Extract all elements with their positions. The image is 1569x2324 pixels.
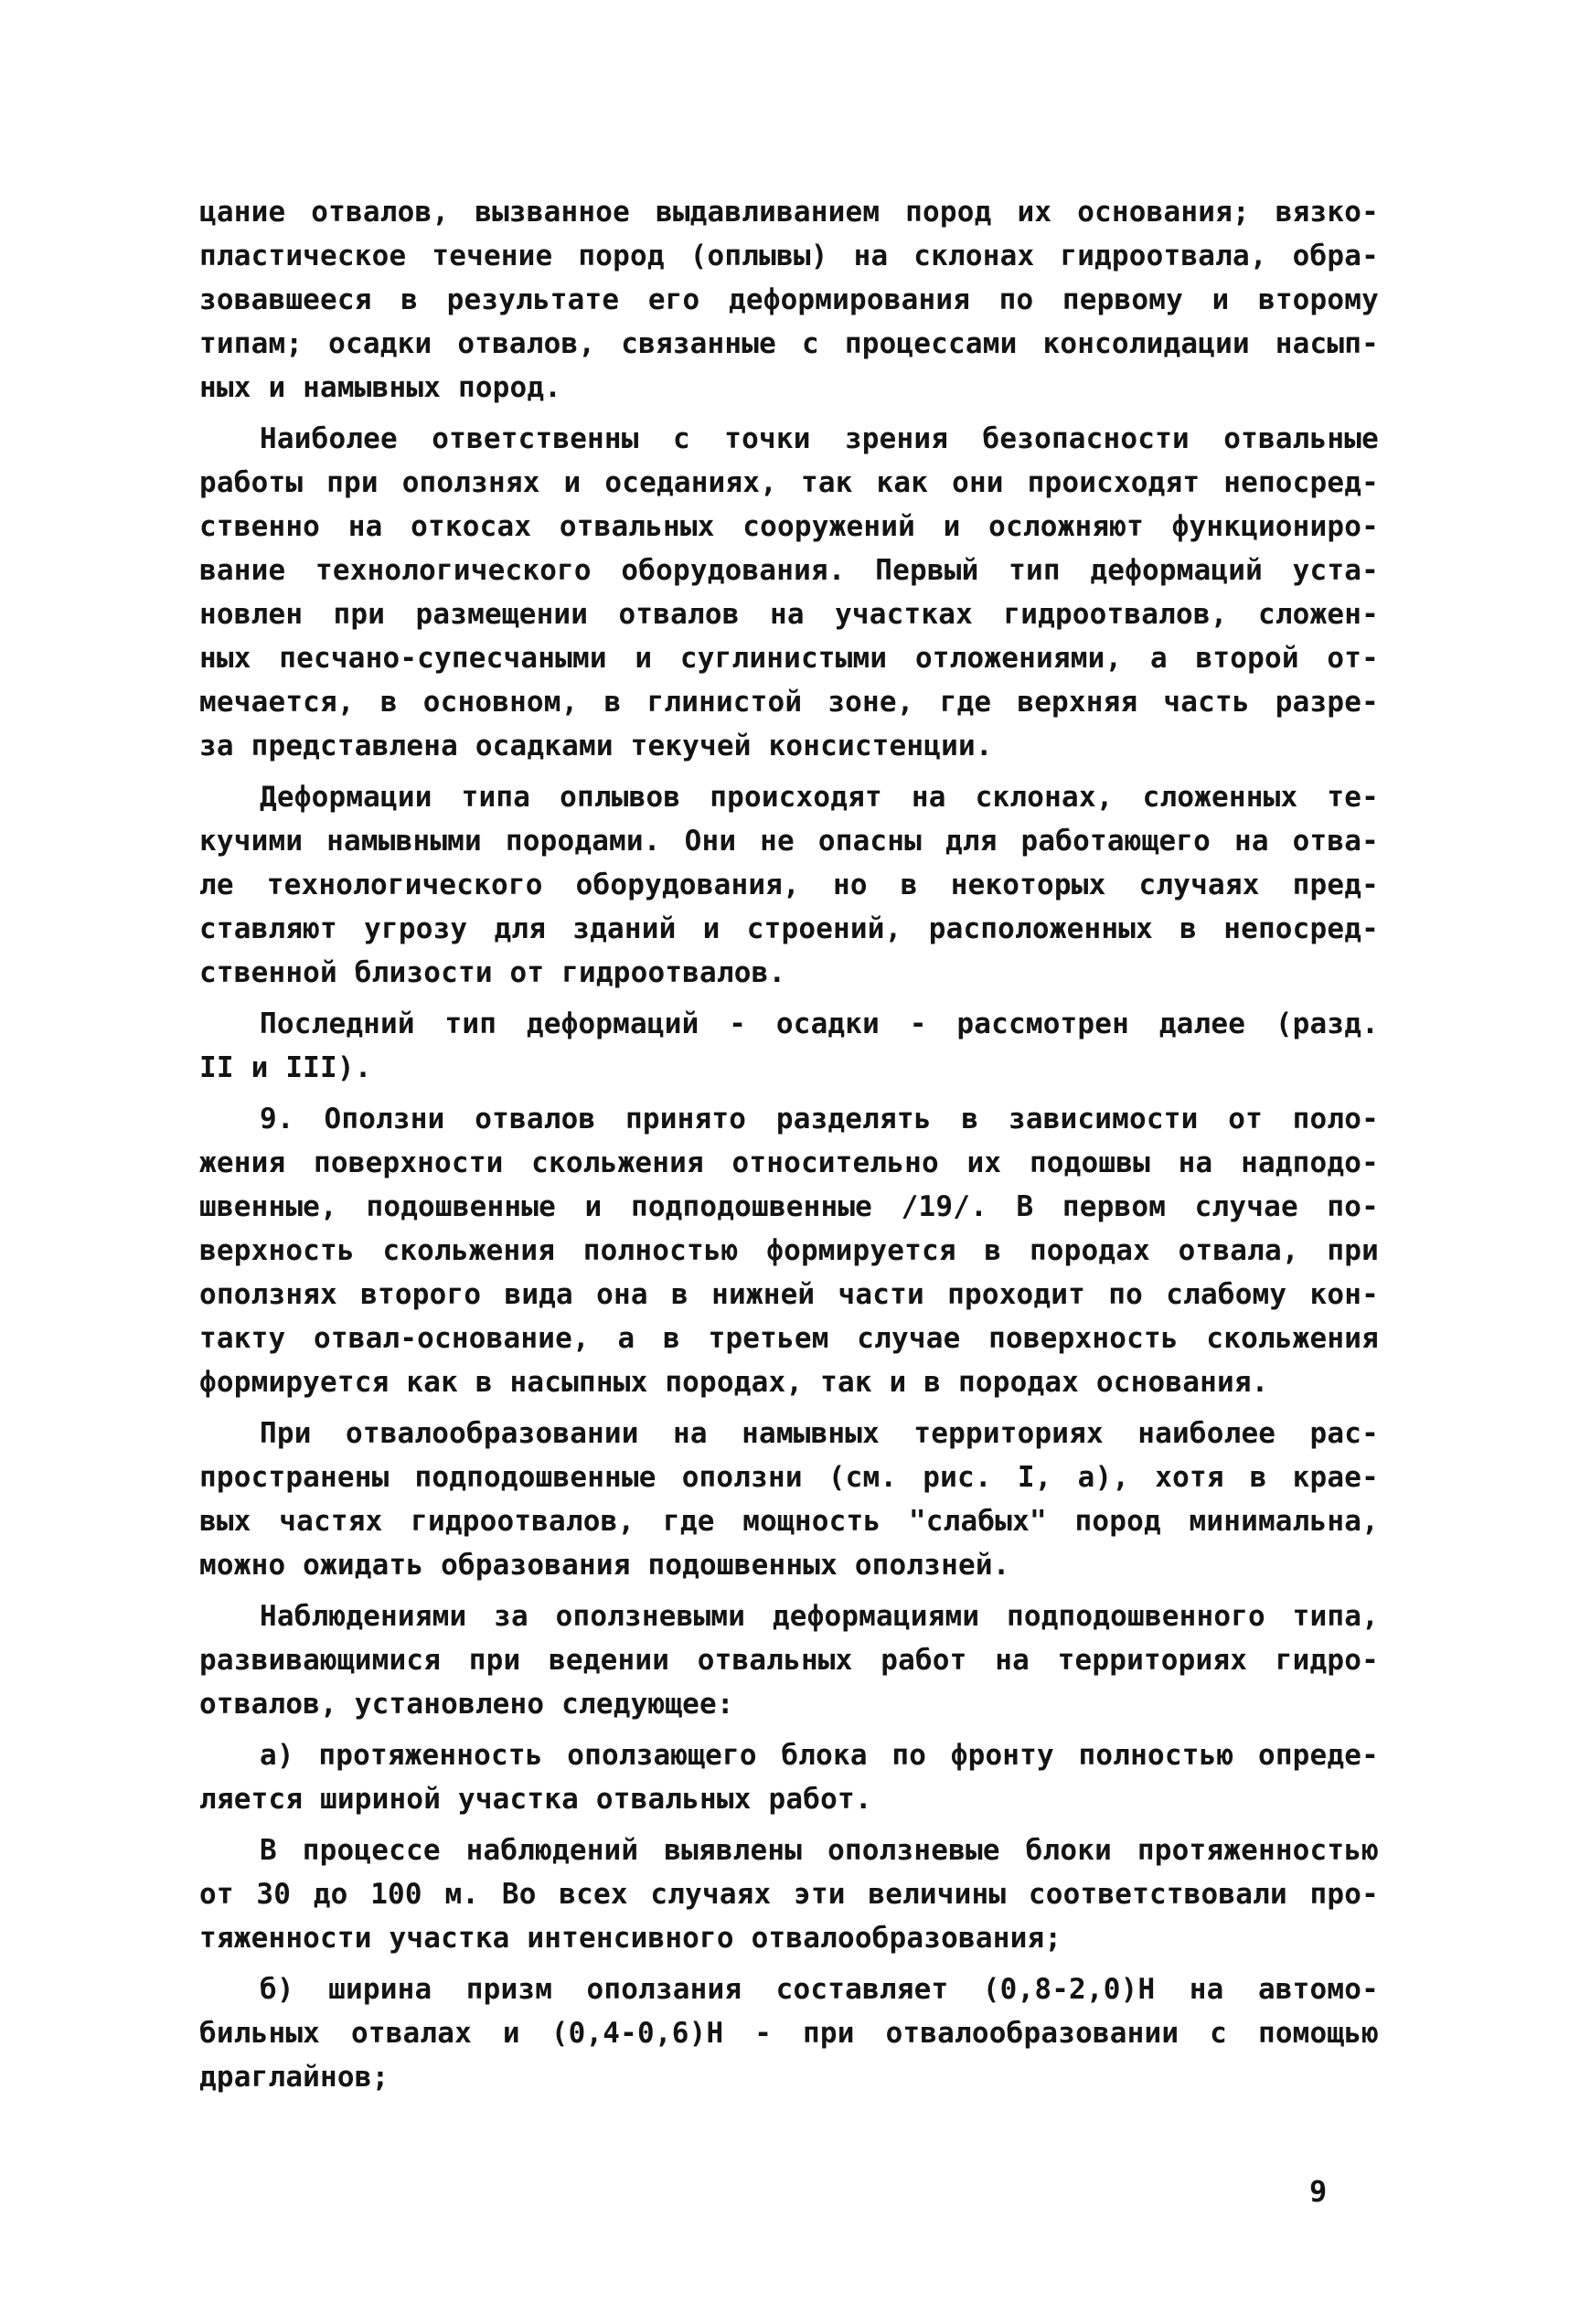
text-line: ле технологического оборудования, но в некоторых случаях пред- <box>199 869 1379 901</box>
text-line: пластическое течение пород (оплывы) на склонах гидроотвала, обра- <box>199 240 1379 272</box>
text-line: от 30 до 100 м. Во всех случаях эти величины соответствовали про- <box>199 1878 1379 1911</box>
paragraph <box>199 1967 1379 2099</box>
text-line: развивающимися при ведении отвальных работ на территориях гидро- <box>199 1644 1379 1677</box>
text-line: В процессе наблюдений выявлены оползневые блоки протяженностью <box>260 1834 1379 1867</box>
text-line: Последний тип деформаций - осадки - рассмотрен далее (разд. <box>260 1007 1379 1040</box>
text-line: вых частях гидроотвалов, где мощность "слабых" пород минимальна, <box>199 1505 1379 1538</box>
paragraph <box>199 190 1379 410</box>
text-line: пространены подподошвенные оползни (см. рис. I, а), хотя в крае- <box>199 1461 1379 1494</box>
text-line: оползнях второго вида она в нижней части проходит по слабому кон- <box>199 1278 1379 1311</box>
text-line: можно ожидать образования подошвенных оползней. <box>199 1549 1010 1582</box>
text-line: зовавшееся в результате его деформирования по первому и второму <box>199 283 1379 316</box>
paragraph <box>199 775 1379 995</box>
text-line: типам; осадки отвалов, связанные с процессами консолидации насып- <box>199 327 1379 360</box>
text-line: бильных отвалах и (0,4-0,6)Н - при отвалообразовании с помощью <box>199 2017 1379 2050</box>
text-line: Деформации типа оплывов происходят на склонах, сложенных те- <box>260 781 1379 814</box>
text-line: формируется как в насыпных породах, так и в породах основания. <box>199 1366 1269 1399</box>
text-line: вание технологического оборудования. Первый тип деформаций уста- <box>199 554 1379 587</box>
text-line: ных песчано-супесчаными и суглинистыми отложениями, а второй от- <box>199 642 1379 675</box>
text-line: кучими намывными породами. Они не опасны для работающего на отва- <box>199 825 1379 858</box>
page-number: 9 <box>1309 2174 1328 2209</box>
body-text <box>199 190 1379 2106</box>
text-line: б) ширина призм оползания составляет (0,8-2,0)Н на автомо- <box>260 1973 1379 2006</box>
text-line: швенные, подошвенные и подподошвенные /19/. В первом случае по- <box>199 1190 1379 1223</box>
text-line: отвалов, установлено следующее: <box>199 1688 734 1721</box>
text-line: Наиболее ответственны с точки зрения безопасности отвальные <box>260 422 1379 455</box>
text-line: ственной близости от гидроотвалов. <box>199 956 786 989</box>
text-line: II и III). <box>199 1051 372 1084</box>
text-line: мечается, в основном, в глинистой зоне, где верхняя часть разре- <box>199 686 1379 719</box>
text-line: работы при оползнях и оседаниях, так как они происходят непосред- <box>199 466 1379 499</box>
text-line: ляется шириной участка отвальных работ. <box>199 1783 872 1816</box>
paragraph <box>199 1828 1379 1960</box>
text-line: новлен при размещении отвалов на участках гидроотвалов, сложен- <box>199 598 1379 631</box>
text-line: а) протяженность оползающего блока по фронту полностью опреде- <box>260 1739 1379 1772</box>
text-line: верхность скольжения полностью формируется в породах отвала, при <box>199 1234 1379 1267</box>
text-line: жения поверхности скольжения относительно их подошвы на надподо- <box>199 1146 1379 1179</box>
paragraph <box>199 1594 1379 1726</box>
text-line: ственно на откосах отвальных сооружений и осложняют функциониро- <box>199 510 1379 543</box>
text-line: такту отвал-основание, а в третьем случае поверхность скольжения <box>199 1322 1379 1355</box>
text-line: ных и намывных пород. <box>199 371 562 404</box>
text-line: Наблюдениями за оползневыми деформациями подподошвенного типа, <box>260 1600 1379 1633</box>
paragraph <box>199 1002 1379 1090</box>
text-line: ставляют угрозу для зданий и строений, расположенных в непосред- <box>199 912 1379 945</box>
text-line: тяженности участка интенсивного отвалообразования; <box>199 1922 1062 1955</box>
paragraph <box>199 1412 1379 1587</box>
text-line: 9. Оползни отвалов принято разделять в зависимости от поло- <box>260 1103 1379 1135</box>
paragraph <box>199 417 1379 768</box>
paragraph <box>199 1733 1379 1821</box>
text-line: драглайнов; <box>199 2061 390 2094</box>
text-line: При отвалообразовании на намывных территориях наиболее рас- <box>260 1417 1379 1450</box>
text-line: за представлена осадками текучей консистенции. <box>199 730 993 762</box>
text-line: цание отвалов, вызванное выдавливанием пород их основания; вязко- <box>199 196 1379 229</box>
paragraph <box>199 1097 1379 1404</box>
